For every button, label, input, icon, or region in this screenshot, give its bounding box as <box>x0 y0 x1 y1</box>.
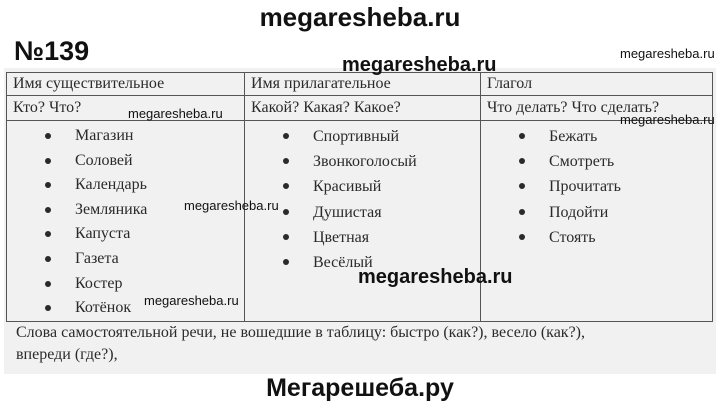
noun-list <box>13 124 238 321</box>
list-item: Магазин <box>41 124 238 149</box>
list-item: Капуста <box>41 222 238 247</box>
list-item: Красивый <box>279 174 474 199</box>
site-footer: Мегарешеба.ру <box>266 374 454 402</box>
footnote-line: впереди (где?), <box>16 346 118 363</box>
verb-cell <box>481 121 713 322</box>
verb-list <box>487 124 706 250</box>
header-verb: Глагол <box>481 73 713 96</box>
list-item: Весёлый <box>279 250 474 275</box>
watermark: megaresheba.ru <box>620 112 715 127</box>
watermark: megaresheba.ru <box>358 266 513 288</box>
list-item: Земляника <box>41 198 238 223</box>
question-adjective: Какой? Какая? Какое? <box>245 96 481 121</box>
footnote-line: Слова самостоятельной речи, не вошедшие в таблицу: быстро (как?), весело (как?), <box>16 324 585 341</box>
adjective-list <box>251 124 474 275</box>
list-item: Стоять <box>515 225 706 250</box>
task-number: №139 <box>14 36 90 66</box>
header-adjective: Имя прилагательное <box>245 73 481 96</box>
footnote <box>16 322 712 366</box>
list-item: Календарь <box>41 173 238 198</box>
list-item: Газета <box>41 247 238 272</box>
question-noun: Кто? Что? <box>7 96 245 121</box>
list-item: Смотреть <box>515 149 706 174</box>
list-item: Костер <box>41 272 238 297</box>
watermark: megaresheba.ru <box>342 54 497 76</box>
list-item: Котёнок <box>41 296 238 321</box>
header-noun: Имя существительное <box>7 73 245 96</box>
list-item: Бежать <box>515 124 706 149</box>
watermark: megaresheba.ru <box>184 198 279 213</box>
watermark: megaresheba.ru <box>144 293 239 308</box>
list-item: Прочитать <box>515 174 706 199</box>
list-item: Подойти <box>515 200 706 225</box>
noun-cell <box>7 121 245 322</box>
question-verb: Что делать? Что сделать? <box>481 96 713 121</box>
watermark: megaresheba.ru <box>620 46 715 61</box>
watermark: megaresheba.ru <box>128 106 223 121</box>
list-item: Душистая <box>279 200 474 225</box>
list-item: Звонкоголосый <box>279 149 474 174</box>
list-item: Цветная <box>279 225 474 250</box>
list-item: Спортивный <box>279 124 474 149</box>
site-header: megaresheba.ru <box>259 2 461 32</box>
adjective-cell <box>245 121 481 322</box>
question-row <box>7 96 713 121</box>
words-row <box>7 121 713 322</box>
list-item: Соловей <box>41 149 238 174</box>
